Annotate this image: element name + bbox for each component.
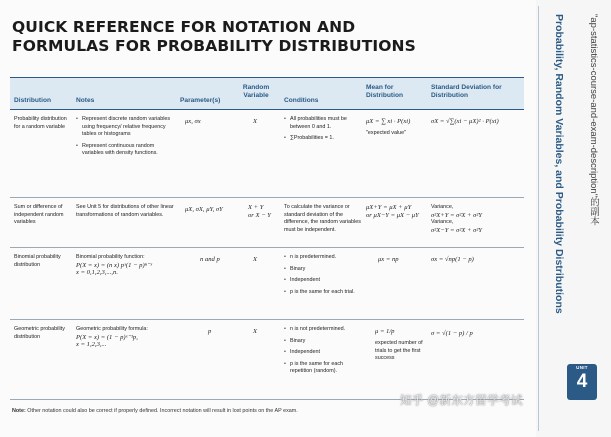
row4-formula: P(X = x) = (1 − p)ˣ⁻¹p, (76, 333, 138, 341)
col-header-conditions: Conditions (284, 97, 319, 104)
page-title (12, 18, 532, 56)
table-header (10, 78, 524, 110)
row1-sd: σX = √∑(xi − μX)² · P(xi) (431, 118, 499, 125)
row3-condition-2: • Binary (284, 266, 362, 274)
col-header-sd: Standard Deviation for Distribution (431, 84, 502, 99)
row3-condition-1: • n is predetermined. (284, 254, 362, 262)
row1-note-2: • Represent continuous random variables with density functions. (76, 143, 176, 158)
col-header-mean: Mean for Distribution (366, 84, 403, 99)
watermark: 知乎 @新东方留学考试 (400, 395, 523, 407)
row1-condition-2: • ∑Probabilities = 1. (284, 135, 362, 143)
row2-sd-line-3: Variance, (431, 219, 454, 225)
footnote-lead: Note: (12, 408, 26, 414)
row1-conditions (284, 116, 362, 147)
row3-random-variable: X (253, 256, 258, 263)
row4-random-variable: X (253, 328, 258, 335)
row4-notes (76, 326, 180, 349)
row4-notes-text: Geometric probability formula: (76, 326, 148, 332)
row3-condition-4: • p is the same for each trial. (284, 289, 362, 297)
row2-mean-1: μX+Y = μX + μY (366, 204, 412, 211)
row2-sd (431, 204, 523, 234)
col-header-notes: Notes (76, 97, 95, 104)
row2-mean-2: or μX−Y = μX − μY (366, 212, 419, 219)
row2-sd-line-1: Variance, (431, 204, 454, 210)
row3-conditions (284, 254, 362, 300)
row2-parameters: μX, σX, μY, σY (185, 206, 223, 213)
row4-condition-2: • Binary (284, 338, 362, 346)
row3-formula: P(X = x) = (n x) pˣ(1 − p)ⁿ⁻ˣ (76, 261, 153, 269)
row2-notes: See Unit 5 for distributions of other linear transformations of random variables. (76, 204, 174, 218)
row3-condition-3: • Independent (284, 277, 362, 285)
footnote-text: Other notation could also be correct if properly defined. Incorrect notation will result in lost points on the AP exam. (27, 408, 298, 414)
reference-table (10, 77, 524, 400)
col-header-parameters: Parameter(s) (180, 97, 221, 104)
row4-condition-4: • p is the same for each repetition (random). (284, 361, 362, 376)
row4-sd: σ = √(1 − p) / p (431, 330, 473, 337)
row3-parameters: n and p (200, 256, 220, 263)
row4-condition-1: • n is not predetermined. (284, 326, 362, 334)
row2-sd-line-2: σ²X+Y = σ²X + σ²Y (431, 211, 483, 219)
row4-mean: μ = 1/p (375, 328, 395, 335)
row1-mean: μX = ∑ xi · P(xi) (366, 118, 411, 125)
row3-domain: x = 0,1,2,3,...,n. (76, 269, 118, 276)
title-line-1: QUICK REFERENCE FOR NOTATION AND (12, 18, 356, 36)
row4-distribution: Geometric probability distribution (14, 326, 65, 340)
col-header-distribution: Distribution (14, 97, 51, 104)
row4-parameters: p (208, 328, 212, 335)
row3-sd: σx = √np(1 − p) (431, 256, 474, 263)
row1-random-variable: X (253, 118, 258, 125)
row4-domain: x = 1,2,3,... (76, 341, 107, 348)
table-row (10, 198, 524, 248)
row2-sd-line-4: σ²X−Y = σ²X + σ²Y (431, 226, 483, 234)
row3-distribution: Binomial probability distribution (14, 254, 61, 268)
row1-parameters: μx, σx (185, 118, 201, 125)
row1-notes (76, 116, 176, 162)
row3-mean: μx = np (378, 256, 399, 263)
sidebar-caption: "ap-statistics-course-and-exam-description"的副本 (588, 14, 599, 226)
row1-condition-1: • All probabilities must be between 0 and 1. (284, 116, 362, 131)
row3-notes-text: Binomial probability function: (76, 254, 145, 260)
row4-mean-note: expected number of trials to get the first success (375, 340, 423, 361)
table-row (10, 248, 524, 320)
row1-note-1: • Represent discrete random variables using frequency/ relative frequency tables or histograms (76, 116, 176, 139)
title-line-2: FORMULAS FOR PROBABILITY DISTRIBUTIONS (12, 37, 416, 55)
row2-random-variable-1: X + Y (248, 204, 264, 211)
table-row (10, 110, 524, 198)
row4-conditions (284, 326, 362, 380)
row1-distribution: Probability distribution for a random variable (14, 116, 67, 130)
sidebar-divider (538, 6, 539, 431)
row3-notes (76, 254, 180, 277)
table-row (10, 320, 524, 400)
row2-distribution: Sum or difference of independent random variables (14, 204, 64, 225)
row2-random-variable-2: or X − Y (248, 212, 271, 219)
unit-number: 4 (576, 371, 588, 392)
unit-label: UNIT (576, 365, 588, 370)
col-header-random-variable: Random Variable (242, 84, 270, 99)
row1-mean-note: "expected value" (366, 130, 407, 136)
row2-conditions: To calculate the variance or standard deviation of the difference, the random variables must be independent. (284, 204, 361, 233)
row4-condition-3: • Independent (284, 349, 362, 357)
sidebar-heading: Probability, Random Variables, and Probability Distributions (553, 14, 565, 314)
